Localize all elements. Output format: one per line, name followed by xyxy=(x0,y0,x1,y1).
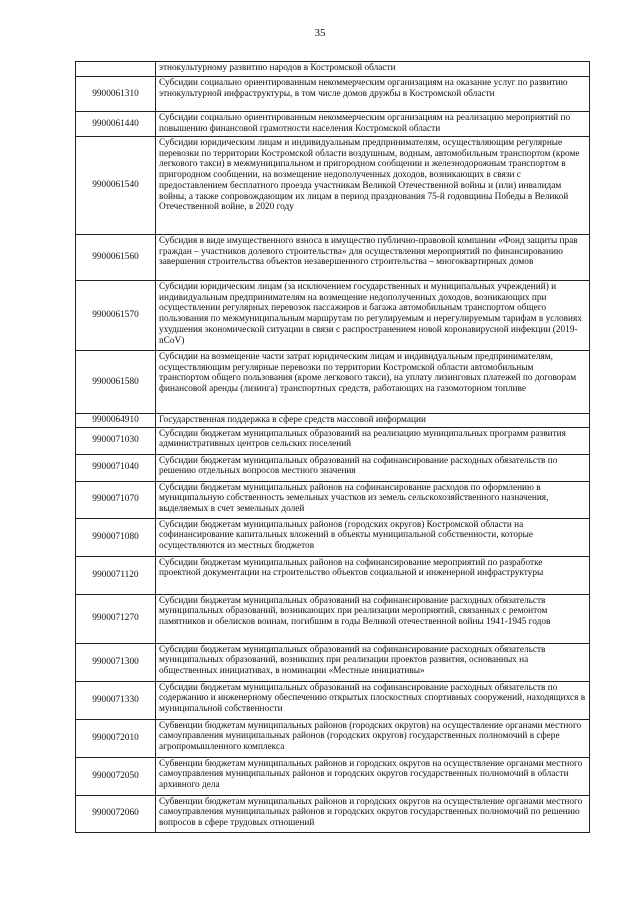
table-row xyxy=(76,137,590,235)
table-row xyxy=(76,454,590,481)
budget-code-cell: 9900071300 xyxy=(76,643,156,681)
budget-codes-table xyxy=(75,61,590,833)
page-number: 35 xyxy=(314,27,326,39)
budget-codes-table-body xyxy=(76,62,590,833)
table-row xyxy=(76,281,590,351)
description-cell: Субсидии на возмещение части затрат юридическим лицам и индивидуальным предпринимателям, осуществляющим регулярные перевозки по территории Костромской области автомобильным транспортом общего пользования (кроме легкового такси), на уплату лизинговых платежей по договорам финансовой аренды (лизинга) транспортных средств, работающих на газомоторном топливе xyxy=(156,351,590,414)
budget-code-cell: 9900072050 xyxy=(76,757,156,795)
description-cell: Субсидии бюджетам муниципальных районов на софинансирование расходов по оформлению в муниципальную собственность земельных участков из земель сельскохозяйственного назначения, выделяемых в счет земельных долей xyxy=(156,481,590,518)
budget-code-cell: 9900072060 xyxy=(76,795,156,832)
description-cell: Субсидии бюджетам муниципальных районов на софинансирование мероприятий по разработке проектной документации на строительство объектов социальной и инженерной инфраструктуры xyxy=(156,556,590,594)
description-cell: Субвенции бюджетам муниципальных районов и городских округов на осуществление органами местного самоуправления муниципальных районов и городских округов государственных полномочий в области архивного дела xyxy=(156,757,590,795)
description-cell: Субсидия в виде имущественного взноса в имущество публично-правовой компании «Фонд защиты прав граждан – участников долевого строительства» для осуществления мероприятий по финансированию завершения строительства объектов незавершенного строительства – многоквартирных домов xyxy=(156,235,590,281)
table-row xyxy=(76,62,590,77)
budget-code-cell: 9900071330 xyxy=(76,681,156,719)
description-cell: Государственная поддержка в сфере средств массовой информации xyxy=(156,414,590,428)
budget-code-cell: 9900061440 xyxy=(76,112,156,137)
description-cell: Субсидии социально ориентированным некоммерческим организациям на оказание услуг по развитию этнокультурной инфраструктуры, в том числе домов дружбы в Костромской области xyxy=(156,77,590,112)
table-row xyxy=(76,757,590,795)
table-row xyxy=(76,719,590,757)
table-row xyxy=(76,112,590,137)
budget-code-cell: 9900071030 xyxy=(76,427,156,454)
table-row xyxy=(76,77,590,112)
description-cell: Субсидии бюджетам муниципальных образований на софинансирование расходных обязательств по содержанию и инженерному обеспечению открытых плоскостных спортивных сооружений, находящихся в муниципальной собственности xyxy=(156,681,590,719)
table-row xyxy=(76,643,590,681)
table-row xyxy=(76,427,590,454)
description-cell: Субсидии бюджетам муниципальных районов (городских округов) Костромской области на софинансирование капитальных вложений в объекты муниципальной собственности, которые осуществляются из местных бюджетов xyxy=(156,518,590,556)
budget-code-cell: 9900061540 xyxy=(76,137,156,235)
description-cell: Субсидии юридическим лицам (за исключением государственных и муниципальных учреждений) и индивидуальным предпринимателям на возмещение недополученных доходов, возникающих при осуществлении регулярных перевозок пассажиров и багажа автомобильным транспортом общего пользования по межмуниципальным маршрутам по регулируемым и нерегулируемым тарифам в условиях ухудшения экономической ситуации в связи с распространением новой коронавирусной инфекции (2019-nCoV) xyxy=(156,281,590,351)
budget-code-cell: 9900071040 xyxy=(76,454,156,481)
table-row xyxy=(76,235,590,281)
description-cell: Субсидии бюджетам муниципальных образований на софинансирование расходных обязательств муниципальных образований, возникающих при реализации мероприятий, связанных с ремонтом памятников и обелисков воинам, погибшим в годы Великой отечественной войны 1941-1945 годов xyxy=(156,594,590,643)
description-cell: Субсидии бюджетам муниципальных образований на реализацию муниципальных программ развития административных центров сельских поселений xyxy=(156,427,590,454)
description-cell: Субсидии бюджетам муниципальных образований на софинансирование расходных обязательств муниципальных образований, возникших при реализации проектов развития, основанных на общественных инициативах, в номинации «Местные инициативы» xyxy=(156,643,590,681)
table-row xyxy=(76,556,590,594)
table-row xyxy=(76,795,590,832)
table-row xyxy=(76,351,590,414)
budget-code-cell: 9900071120 xyxy=(76,556,156,594)
budget-code-cell: 9900071080 xyxy=(76,518,156,556)
budget-code-cell: 9900071270 xyxy=(76,594,156,643)
budget-code-cell: 9900061310 xyxy=(76,77,156,112)
table-row xyxy=(76,681,590,719)
budget-code-cell: 9900061570 xyxy=(76,281,156,351)
budget-code-cell: 9900072010 xyxy=(76,719,156,757)
description-cell: этнокультурному развитию народов в Костромской области xyxy=(156,62,590,77)
table-row xyxy=(76,594,590,643)
budget-code-cell: 9900061580 xyxy=(76,351,156,414)
description-cell: Субвенции бюджетам муниципальных районов (городских округов) на осуществление органами местного самоуправления муниципальных районов (городских округов) государственных полномочий в сфере агропромышленного комплекса xyxy=(156,719,590,757)
budget-code-cell: 9900064910 xyxy=(76,414,156,428)
description-cell: Субсидии бюджетам муниципальных образований на софинансирование расходных обязательств по решению отдельных вопросов местного значения xyxy=(156,454,590,481)
budget-code-cell: 9900061560 xyxy=(76,235,156,281)
description-cell: Субсидии юридическим лицам и индивидуальным предпринимателям, осуществляющим регулярные перевозки по территории Костромской области воздушным, водным, автомобильным транспортом (кроме легкового такси) в межмуниципальном и пригородном сообщении и железнодорожным транспортом в пригородном сообщении, на возмещение недополученных доходов, возникающих в связи с предоставлением бесплатного проезда участникам Великой Отечественной войны и (или) инвалидам войны, а также сопровождающим их лицам в период празднования 75-й годовщины Победы в Великой Отечественной войне, в 2020 году xyxy=(156,137,590,235)
description-cell: Субсидии социально ориентированным некоммерческим организациям на реализацию мероприятий по повышению финансовой грамотности населения Костромской области xyxy=(156,112,590,137)
budget-code-cell xyxy=(76,62,156,77)
table-row xyxy=(76,518,590,556)
description-cell: Субвенции бюджетам муниципальных районов и городских округов на осуществление органами местного самоуправления муниципальных районов и городских округов государственных полномочий по решению вопросов в сфере трудовых отношений xyxy=(156,795,590,832)
budget-code-cell: 9900071070 xyxy=(76,481,156,518)
table-row xyxy=(76,414,590,428)
table-row xyxy=(76,481,590,518)
